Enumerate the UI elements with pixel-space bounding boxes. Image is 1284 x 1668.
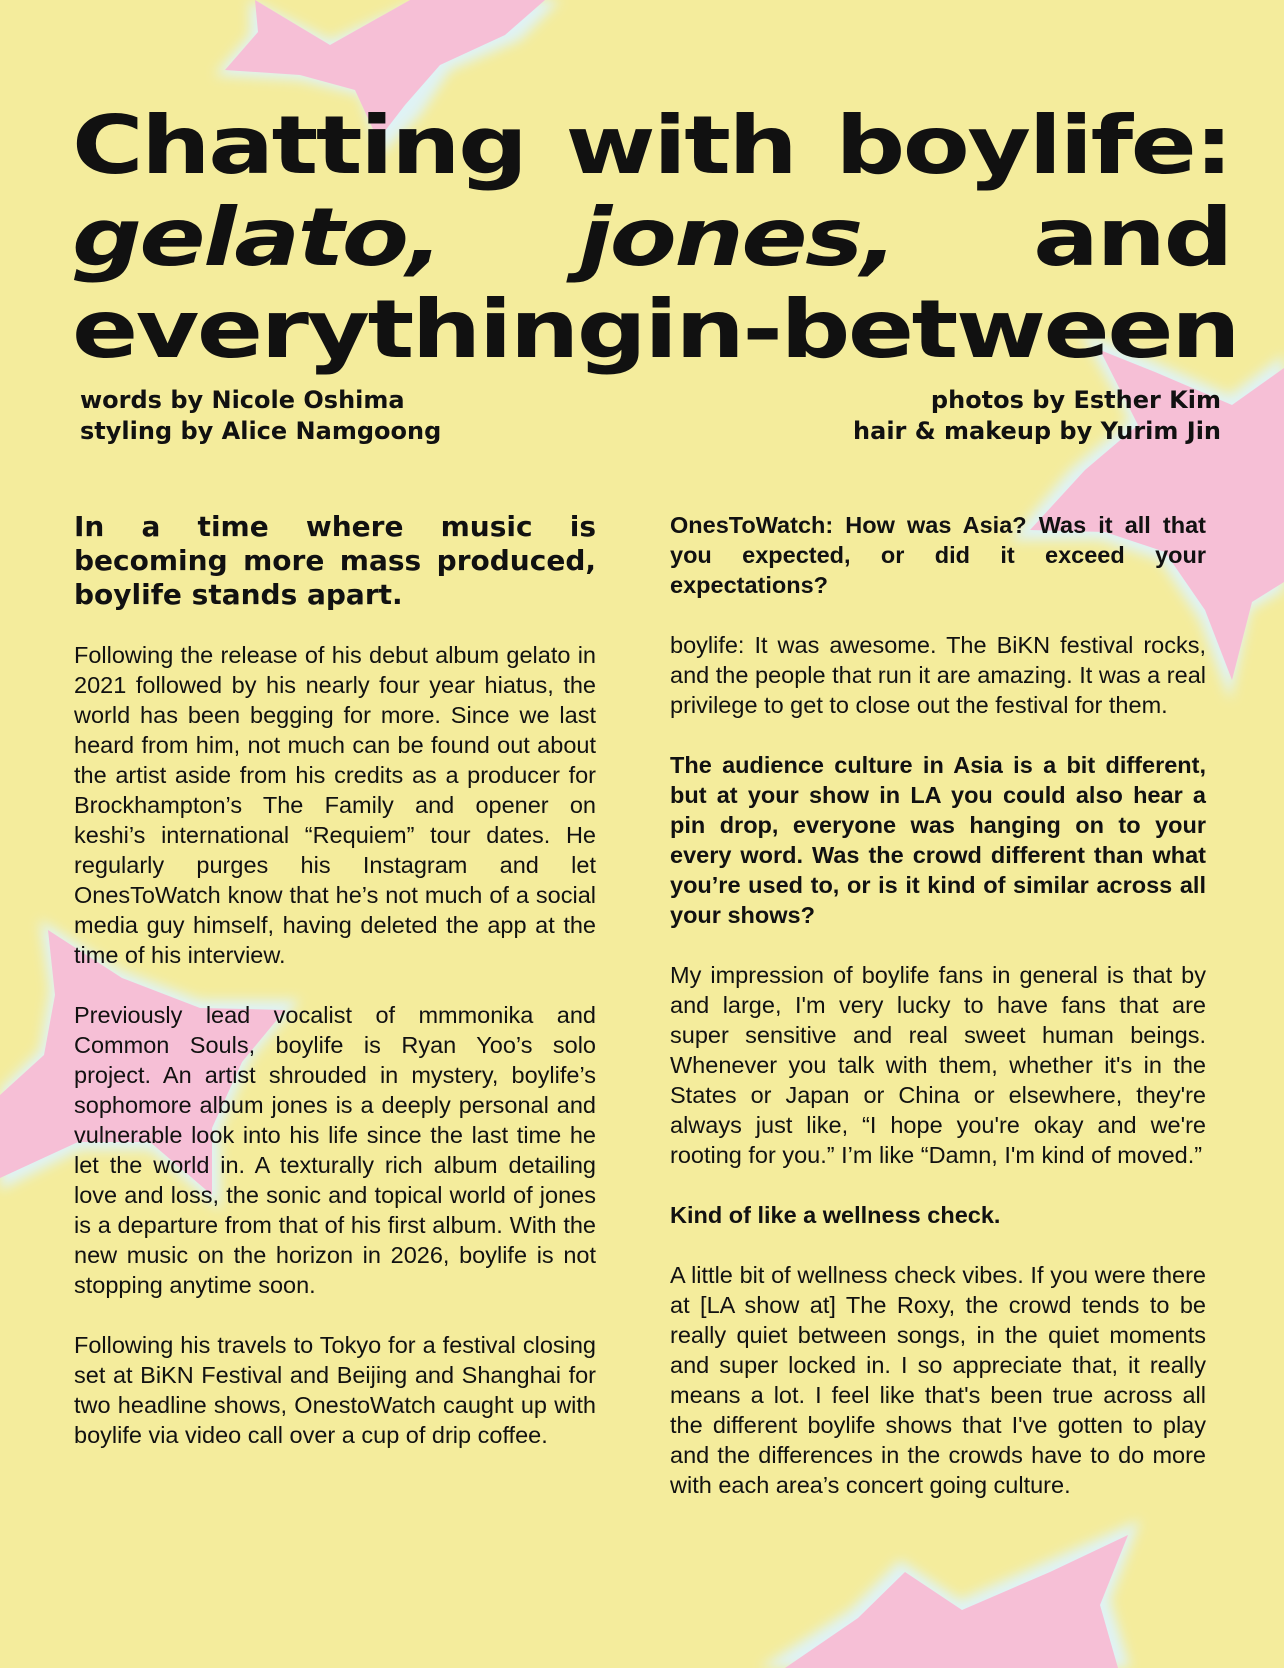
title-word: boylife:	[835, 99, 1231, 192]
credit-styling: styling by Alice Namgoong	[80, 417, 442, 445]
interview-question: OnesToWatch: How was Asia? Was it all that you expected, or did it exceed your expectations?	[670, 512, 1206, 598]
body-paragraph: Following the release of his debut album gelato in 2021 followed by his nearly four year hiatus, the world has been begging for more. Since we last heard from him, not much can be found out about the artist aside from his credits as a producer for Brockhampton’s The Family and opener on keshi’s international “Requiem” tour dates. He regularly purges his Instagram and let OnesToWatch know that he’s not much of a social media guy himself, having deleted the app at the time of his interview.	[74, 642, 596, 968]
credits-left	[80, 385, 441, 447]
title-word: Chatting	[72, 99, 526, 192]
title-word: with	[565, 99, 796, 192]
article-title	[72, 99, 1239, 376]
title-line-1	[72, 100, 1231, 192]
title-line-2	[72, 192, 1231, 284]
credit-words: words by Nicole Oshima	[80, 386, 405, 414]
title-word: everything	[72, 283, 645, 376]
interview-answer: A little bit of wellness check vibes. If you were there at [LA show at] The Roxy, the crowd tends to be really quiet between songs, in the quiet moments and super locked in. I so appreciate that, it really means a lot. I feel like that's been true across all the different boylife shows that I've gotten to play and the differences in the crowds have to do more with each area’s concert going culture.	[670, 1262, 1206, 1498]
title-word: gelato,	[72, 191, 442, 284]
credits-right	[853, 385, 1221, 447]
body-paragraph: Previously lead vocalist of mmmonika and Common Souls, boylife is Ryan Yoo’s solo project. An artist shrouded in mystery, boylife’s sophomore album jones is a deeply personal and vulnerable look into his life since the last time he let the world in. A texturally rich album detailing love and loss, the sonic and topical world of jones is a departure from that of his first album. With the new music on the horizon in 2026, boylife is not stopping anytime soon.	[74, 1002, 596, 1298]
title-word: and	[1033, 191, 1231, 284]
credit-photos: photos by Esther Kim	[930, 386, 1221, 414]
left-column	[74, 510, 596, 1480]
interview-answer: boylife: It was awesome. The BiKN festival rocks, and the people that run it are amazing. It was a real privilege to get to close out the festival for them.	[670, 632, 1206, 718]
interview-question: The audience culture in Asia is a bit different, but at your show in LA you could also hear a pin drop, everyone was hanging on to your every word. Was the crowd different than what you’re used to, or is it kind of similar across all your shows?	[670, 752, 1206, 928]
body-paragraph: Following his travels to Tokyo for a festival closing set at BiKN Festival and Beijing and Shanghai for two headline shows, OnestoWatch caught up with boylife via video call over a cup of drip coffee.	[74, 1332, 596, 1448]
credit-hair-makeup: hair & makeup by Yurim Jin	[853, 417, 1221, 445]
title-word: in-between	[644, 283, 1239, 376]
title-line-3	[72, 283, 1239, 376]
lede: In a time where music is becoming more mass produced, boylife stands apart.	[74, 510, 596, 611]
interview-question: Kind of like a wellness check.	[670, 1202, 1001, 1228]
right-column	[670, 510, 1206, 1530]
interview-answer: My impression of boylife fans in general is that by and large, I'm very lucky to have fans that are super sensitive and real sweet human beings. Whenever you talk with them, whether it's in the States or Japan or China or elsewhere, they're always just like, “I hope you're okay and we're rooting for you.” I’m like “Damn, I'm kind of moved.”	[670, 962, 1206, 1168]
title-word: jones,	[578, 191, 896, 284]
